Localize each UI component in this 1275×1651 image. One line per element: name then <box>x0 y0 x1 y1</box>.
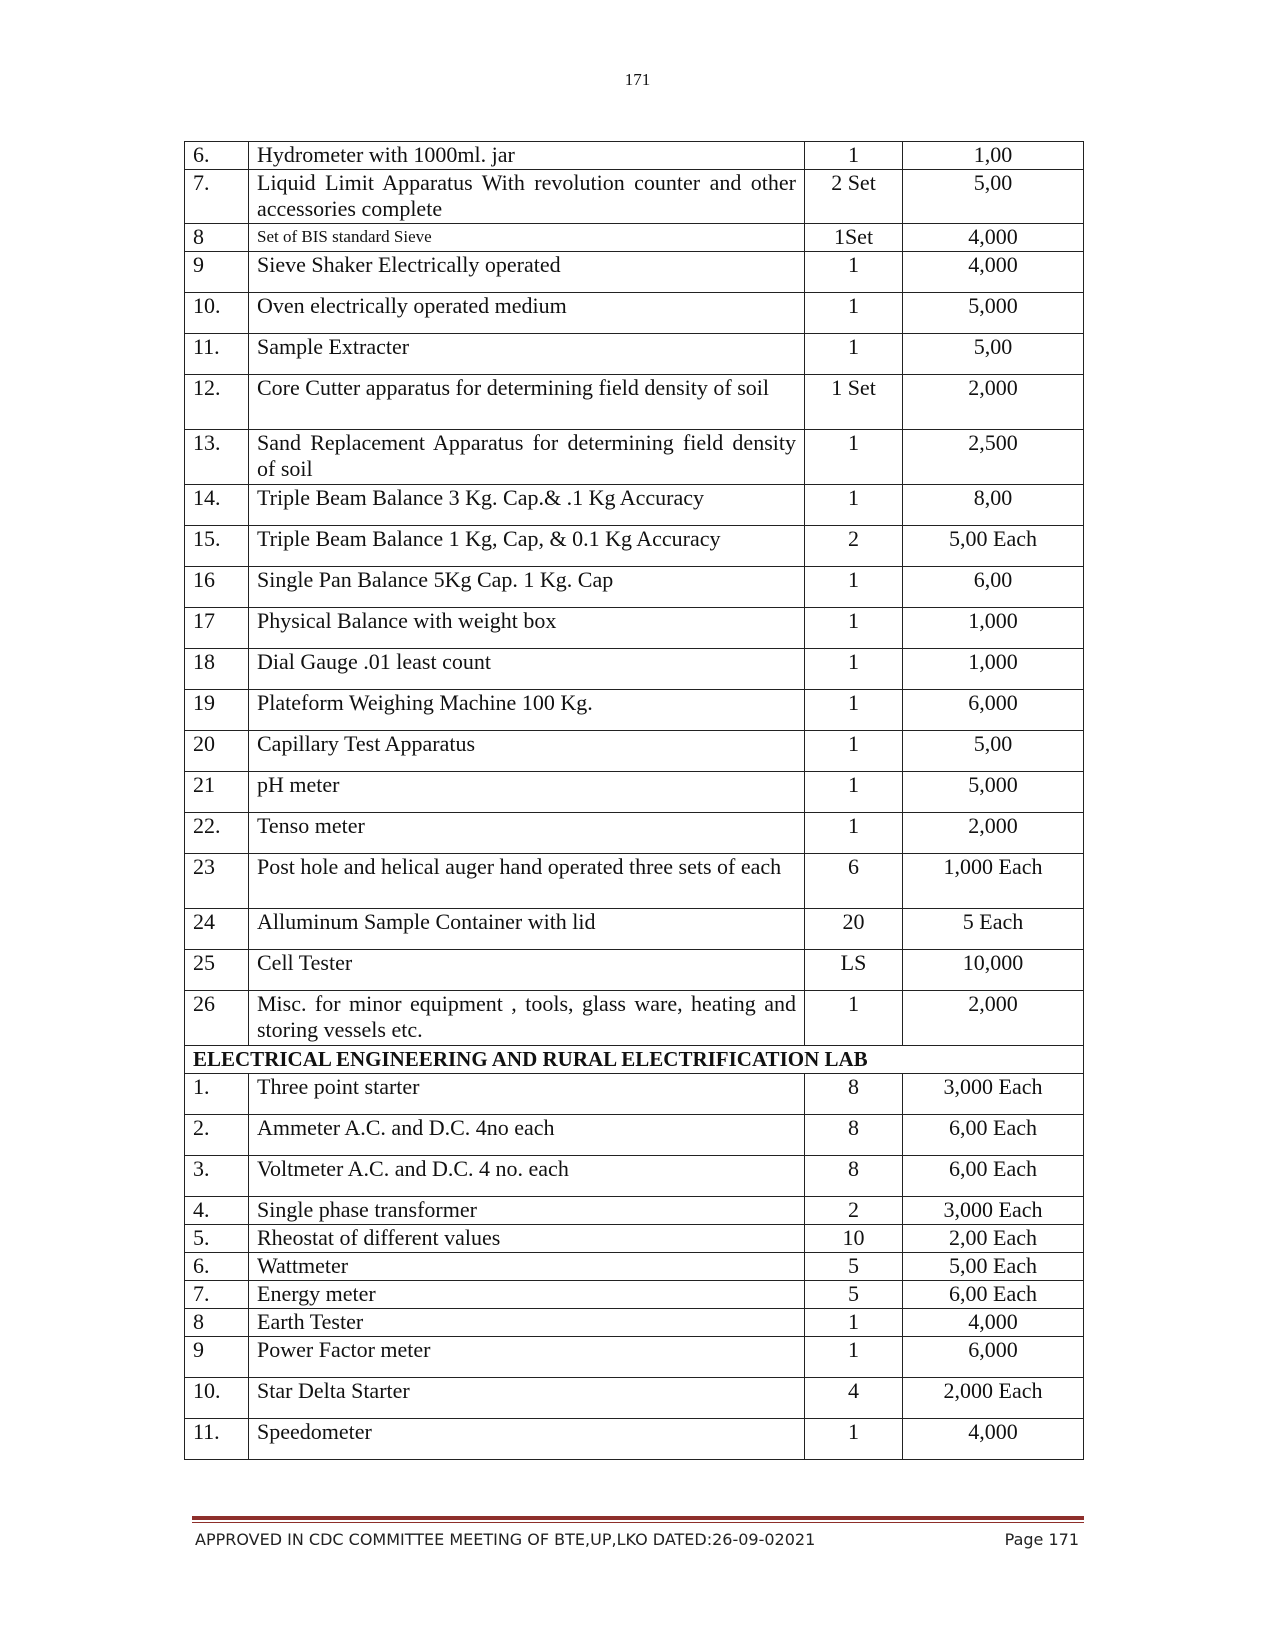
description-cell: pH meter <box>249 772 805 813</box>
quantity-cell: 2 <box>805 526 903 567</box>
cost-cell: 5,000 <box>903 772 1084 813</box>
description-cell: Sieve Shaker Electrically operated <box>249 252 805 293</box>
quantity-cell: 1 <box>805 334 903 375</box>
cost-cell: 1,00 <box>903 142 1084 170</box>
description-cell: Alluminum Sample Container with lid <box>249 909 805 950</box>
cost-cell: 4,000 <box>903 224 1084 252</box>
table-row <box>185 1378 1084 1419</box>
description-cell: Single phase transformer <box>249 1197 805 1225</box>
table-row <box>185 813 1084 854</box>
quantity-cell: 8 <box>805 1074 903 1115</box>
electrical-lab-rows <box>185 1074 1084 1460</box>
description-cell: Ammeter A.C. and D.C. 4no each <box>249 1115 805 1156</box>
cost-cell: 1,000 <box>903 649 1084 690</box>
table-row <box>185 731 1084 772</box>
quantity-cell: 1 <box>805 772 903 813</box>
quantity-cell: 1 Set <box>805 375 903 430</box>
table-row <box>185 772 1084 813</box>
quantity-cell: 5 <box>805 1281 903 1309</box>
quantity-cell: 10 <box>805 1225 903 1253</box>
cost-cell: 5,00 <box>903 731 1084 772</box>
quantity-cell: 1 <box>805 252 903 293</box>
description-cell: Plateform Weighing Machine 100 Kg. <box>249 690 805 731</box>
footer-rule-thick <box>192 1516 1084 1520</box>
table-row <box>185 1253 1084 1281</box>
quantity-cell: 1 <box>805 649 903 690</box>
equipment-table <box>184 141 1084 1460</box>
quantity-cell: 1 <box>805 608 903 649</box>
cost-cell: 5,00 <box>903 170 1084 224</box>
quantity-cell: 5 <box>805 1253 903 1281</box>
serial-number-cell: 12. <box>185 375 249 430</box>
description-cell: Dial Gauge .01 least count <box>249 649 805 690</box>
description-cell: Speedometer <box>249 1419 805 1460</box>
description-cell: Star Delta Starter <box>249 1378 805 1419</box>
section-header-row <box>185 1046 1084 1074</box>
page-number-top: 171 <box>624 70 651 89</box>
soil-lab-rows <box>185 142 1084 1046</box>
cost-cell: 5,00 Each <box>903 526 1084 567</box>
description-cell: Triple Beam Balance 3 Kg. Cap.& .1 Kg Accuracy <box>249 485 805 526</box>
cost-cell: 2,000 <box>903 813 1084 854</box>
serial-number-cell: 5. <box>185 1225 249 1253</box>
description-cell: Tenso meter <box>249 813 805 854</box>
serial-number-cell: 18 <box>185 649 249 690</box>
serial-number-cell: 14. <box>185 485 249 526</box>
table-row <box>185 224 1084 252</box>
table-row <box>185 334 1084 375</box>
description-cell: Rheostat of different values <box>249 1225 805 1253</box>
quantity-cell: 1 <box>805 567 903 608</box>
quantity-cell: 1 <box>805 142 903 170</box>
description-cell: Post hole and helical auger hand operated three sets of each <box>249 854 805 909</box>
quantity-cell: 1 <box>805 813 903 854</box>
quantity-cell: 1 <box>805 991 903 1046</box>
serial-number-cell: 4. <box>185 1197 249 1225</box>
description-cell: Triple Beam Balance 1 Kg, Cap, & 0.1 Kg Accuracy <box>249 526 805 567</box>
table-row <box>185 1337 1084 1378</box>
table-row <box>185 608 1084 649</box>
section-header-row-group <box>185 1046 1084 1074</box>
description-cell: Core Cutter apparatus for determining field density of soil <box>249 375 805 430</box>
quantity-cell: 8 <box>805 1156 903 1197</box>
description-cell: Misc. for minor equipment , tools, glass ware, heating and storing vessels etc. <box>249 991 805 1046</box>
cost-cell: 4,000 <box>903 1419 1084 1460</box>
cost-cell: 3,000 Each <box>903 1074 1084 1115</box>
serial-number-cell: 7. <box>185 1281 249 1309</box>
serial-number-cell: 9 <box>185 1337 249 1378</box>
description-cell: Oven electrically operated medium <box>249 293 805 334</box>
description-cell: Energy meter <box>249 1281 805 1309</box>
serial-number-cell: 11. <box>185 1419 249 1460</box>
cost-cell: 6,00 Each <box>903 1115 1084 1156</box>
description-cell: Set of BIS standard Sieve <box>249 224 805 252</box>
serial-number-cell: 23 <box>185 854 249 909</box>
serial-number-cell: 21 <box>185 772 249 813</box>
serial-number-cell: 16 <box>185 567 249 608</box>
table-row <box>185 375 1084 430</box>
quantity-cell: 4 <box>805 1378 903 1419</box>
cost-cell: 5,00 <box>903 334 1084 375</box>
table-row <box>185 1074 1084 1115</box>
serial-number-cell: 2. <box>185 1115 249 1156</box>
description-cell: Three point starter <box>249 1074 805 1115</box>
cost-cell: 6,000 <box>903 1337 1084 1378</box>
quantity-cell: 1 <box>805 690 903 731</box>
table-row <box>185 567 1084 608</box>
table-row <box>185 649 1084 690</box>
serial-number-cell: 22. <box>185 813 249 854</box>
table-row <box>185 991 1084 1046</box>
cost-cell: 2,000 <box>903 991 1084 1046</box>
quantity-cell: 20 <box>805 909 903 950</box>
description-cell: Liquid Limit Apparatus With revolution counter and other accessories complete <box>249 170 805 224</box>
description-cell: Wattmeter <box>249 1253 805 1281</box>
cost-cell: 6,00 Each <box>903 1156 1084 1197</box>
quantity-cell: 1 <box>805 293 903 334</box>
quantity-cell: 8 <box>805 1115 903 1156</box>
serial-number-cell: 9 <box>185 252 249 293</box>
serial-number-cell: 11. <box>185 334 249 375</box>
serial-number-cell: 20 <box>185 731 249 772</box>
table-row <box>185 430 1084 485</box>
table-row <box>185 485 1084 526</box>
cost-cell: 2,00 Each <box>903 1225 1084 1253</box>
footer-page-label: Page 171 <box>1004 1530 1079 1549</box>
cost-cell: 1,000 Each <box>903 854 1084 909</box>
serial-number-cell: 15. <box>185 526 249 567</box>
cost-cell: 5,00 Each <box>903 1253 1084 1281</box>
description-cell: Sand Replacement Apparatus for determining field density of soil <box>249 430 805 485</box>
serial-number-cell: 8 <box>185 224 249 252</box>
serial-number-cell: 25 <box>185 950 249 991</box>
cost-cell: 5,000 <box>903 293 1084 334</box>
quantity-cell: 6 <box>805 854 903 909</box>
table-row <box>185 1197 1084 1225</box>
description-cell: Power Factor meter <box>249 1337 805 1378</box>
serial-number-cell: 24 <box>185 909 249 950</box>
cost-cell: 8,00 <box>903 485 1084 526</box>
footer-rule-thin <box>192 1522 1084 1523</box>
table-row <box>185 1419 1084 1460</box>
quantity-cell: 2 <box>805 1197 903 1225</box>
cost-cell: 5 Each <box>903 909 1084 950</box>
quantity-cell: 1 <box>805 1309 903 1337</box>
serial-number-cell: 13. <box>185 430 249 485</box>
footer-approval-text: APPROVED IN CDC COMMITTEE MEETING OF BTE,UP,LKO DATED:26-09-02021 <box>195 1530 816 1549</box>
quantity-cell: 1Set <box>805 224 903 252</box>
description-cell: Cell Tester <box>249 950 805 991</box>
table-row <box>185 950 1084 991</box>
table-row <box>185 1156 1084 1197</box>
cost-cell: 1,000 <box>903 608 1084 649</box>
table-row <box>185 1281 1084 1309</box>
table-row <box>185 1309 1084 1337</box>
quantity-cell: LS <box>805 950 903 991</box>
quantity-cell: 1 <box>805 1419 903 1460</box>
serial-number-cell: 19 <box>185 690 249 731</box>
cost-cell: 2,000 Each <box>903 1378 1084 1419</box>
quantity-cell: 1 <box>805 731 903 772</box>
description-cell: Capillary Test Apparatus <box>249 731 805 772</box>
serial-number-cell: 6. <box>185 142 249 170</box>
description-cell: Sample Extracter <box>249 334 805 375</box>
cost-cell: 6,00 <box>903 567 1084 608</box>
serial-number-cell: 10. <box>185 293 249 334</box>
serial-number-cell: 7. <box>185 170 249 224</box>
serial-number-cell: 3. <box>185 1156 249 1197</box>
cost-cell: 2,500 <box>903 430 1084 485</box>
table-row <box>185 1225 1084 1253</box>
table-row <box>185 526 1084 567</box>
serial-number-cell: 26 <box>185 991 249 1046</box>
serial-number-cell: 1. <box>185 1074 249 1115</box>
cost-cell: 6,00 Each <box>903 1281 1084 1309</box>
table-row <box>185 909 1084 950</box>
description-cell: Earth Tester <box>249 1309 805 1337</box>
table-row <box>185 854 1084 909</box>
table-row <box>185 1115 1084 1156</box>
quantity-cell: 2 Set <box>805 170 903 224</box>
description-cell: Physical Balance with weight box <box>249 608 805 649</box>
serial-number-cell: 8 <box>185 1309 249 1337</box>
cost-cell: 4,000 <box>903 252 1084 293</box>
description-cell: Single Pan Balance 5Kg Cap. 1 Kg. Cap <box>249 567 805 608</box>
serial-number-cell: 6. <box>185 1253 249 1281</box>
table-row <box>185 690 1084 731</box>
quantity-cell: 1 <box>805 485 903 526</box>
table-row <box>185 170 1084 224</box>
serial-number-cell: 10. <box>185 1378 249 1419</box>
cost-cell: 6,000 <box>903 690 1084 731</box>
table-row <box>185 142 1084 170</box>
description-cell: Voltmeter A.C. and D.C. 4 no. each <box>249 1156 805 1197</box>
quantity-cell: 1 <box>805 1337 903 1378</box>
quantity-cell: 1 <box>805 430 903 485</box>
serial-number-cell: 17 <box>185 608 249 649</box>
cost-cell: 2,000 <box>903 375 1084 430</box>
cost-cell: 4,000 <box>903 1309 1084 1337</box>
table-row <box>185 293 1084 334</box>
table-row <box>185 252 1084 293</box>
description-cell: Hydrometer with 1000ml. jar <box>249 142 805 170</box>
cost-cell: 3,000 Each <box>903 1197 1084 1225</box>
section-title: ELECTRICAL ENGINEERING AND RURAL ELECTRIFICATION LAB <box>185 1046 1084 1074</box>
cost-cell: 10,000 <box>903 950 1084 991</box>
